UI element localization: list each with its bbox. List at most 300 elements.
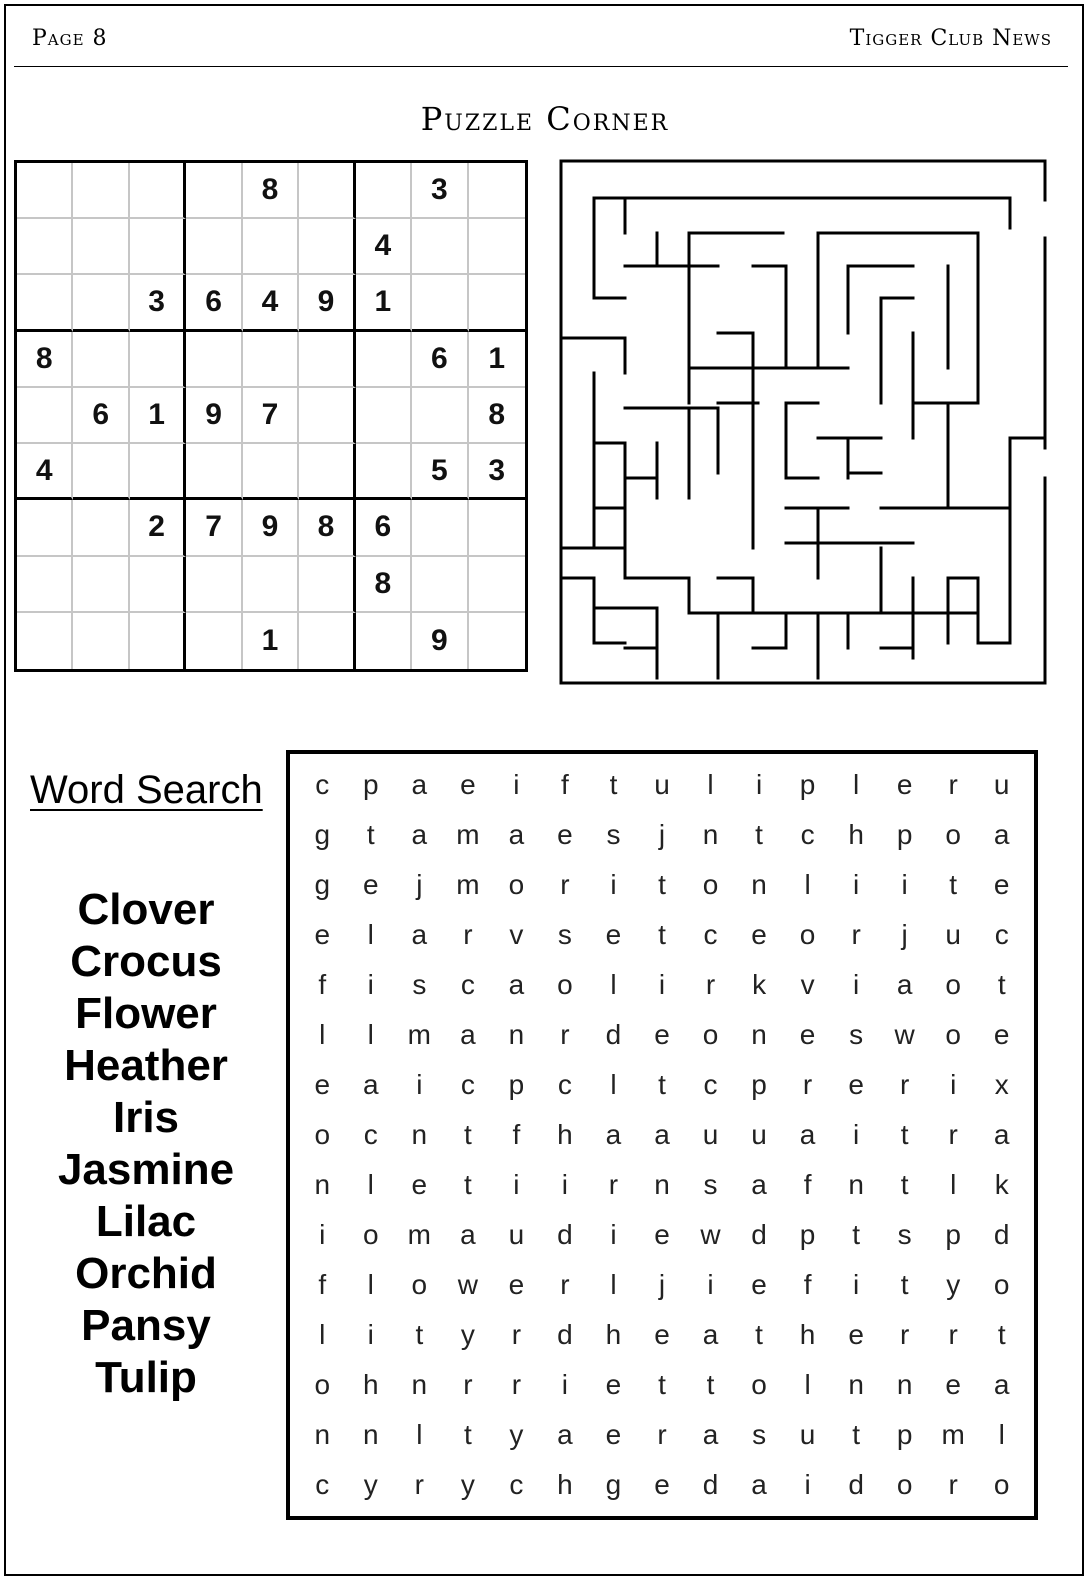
- word-search-letter: c: [800, 819, 815, 850]
- sudoku-cell: [412, 557, 468, 613]
- word-search-letter: l: [319, 1319, 326, 1350]
- page-number: Page 8: [32, 26, 108, 51]
- word-search-letter: u: [993, 769, 1010, 800]
- word-search-letter: o: [799, 919, 816, 950]
- word-search-letter: c: [557, 1069, 572, 1100]
- word-search-letter: a: [751, 1169, 767, 1200]
- word-search-letter: o: [508, 869, 525, 900]
- sudoku-cell: [130, 163, 186, 219]
- word-search-letter: a: [411, 919, 428, 950]
- sudoku-cell: 9: [299, 275, 355, 331]
- word-search-letter: i: [513, 769, 520, 800]
- word-search-letter: t: [658, 1369, 666, 1400]
- word-search-letter: l: [610, 969, 617, 1000]
- word-search-letter: l: [707, 769, 714, 800]
- word-search-letter: a: [557, 1419, 573, 1450]
- word-search-letter: i: [610, 869, 617, 900]
- word-search-letter: t: [658, 869, 666, 900]
- sudoku-cell: [469, 500, 525, 556]
- word-search-grid: [286, 750, 1038, 1520]
- word-search-letter: o: [314, 1369, 331, 1400]
- word-search-letter: i: [755, 769, 763, 800]
- sudoku-cell: 8: [17, 332, 73, 388]
- word-search-letter: p: [751, 1069, 767, 1100]
- word-search-letter: d: [751, 1219, 767, 1250]
- word-search-letter: i: [707, 1269, 714, 1300]
- word-search-letter: v: [509, 919, 524, 950]
- word-search-letter: a: [363, 1069, 379, 1100]
- word-search-letter: p: [799, 1219, 816, 1250]
- word-search-letter: u: [751, 1119, 767, 1150]
- word-search-letter: l: [319, 1019, 326, 1050]
- sudoku-cell: 8: [469, 388, 525, 444]
- word-search-letter: n: [751, 869, 767, 900]
- word-search-letter: e: [605, 1419, 622, 1450]
- word-list-item: Lilac: [95, 1197, 197, 1246]
- word-search-letter: e: [993, 1019, 1010, 1050]
- word-search-letter: d: [993, 1219, 1010, 1250]
- word-search-letter: c: [703, 919, 718, 950]
- word-search-letter: n: [848, 1369, 864, 1400]
- word-search-letter: f: [561, 769, 569, 800]
- word-list-item: Flower: [75, 989, 217, 1038]
- word-search-letter: t: [658, 919, 666, 950]
- sudoku-cell: [356, 613, 412, 669]
- word-search-letter: r: [511, 1369, 522, 1400]
- word-search-letter: a: [411, 819, 428, 850]
- word-search-letter: e: [945, 1369, 961, 1400]
- word-search-letter: r: [948, 1469, 958, 1500]
- word-search-letter: j: [416, 869, 423, 900]
- word-search-letter: t: [997, 969, 1006, 1000]
- word-search-letter: l: [367, 1019, 374, 1050]
- word-search-letter: y: [509, 1419, 524, 1450]
- sudoku-cell: [356, 444, 412, 500]
- word-search-letter: s: [606, 819, 621, 850]
- word-search-letter: s: [703, 1169, 718, 1200]
- word-search-letter: c: [315, 1469, 330, 1500]
- sudoku-cell: 7: [243, 388, 299, 444]
- word-search-letter: i: [561, 1369, 569, 1400]
- word-search-letter: i: [367, 969, 374, 1000]
- sudoku-cell: [186, 332, 242, 388]
- word-search-letter: l: [367, 1269, 374, 1300]
- word-search-letter: n: [363, 1419, 379, 1450]
- word-search-letter: a: [702, 1419, 719, 1450]
- word-search-letter: c: [363, 1119, 378, 1150]
- word-search-letter: i: [853, 1269, 860, 1300]
- word-search-letter: l: [804, 869, 811, 900]
- sudoku-cell: [243, 557, 299, 613]
- sudoku-cell: [17, 557, 73, 613]
- sudoku-cell: [73, 557, 129, 613]
- word-search-letter: r: [560, 1019, 570, 1050]
- word-search-letter: e: [557, 819, 573, 850]
- sudoku-cell: 1: [356, 275, 412, 331]
- sudoku-cell: [469, 557, 525, 613]
- sudoku-cell: [469, 219, 525, 275]
- word-search-letter: l: [610, 1069, 617, 1100]
- word-search-letter: e: [460, 769, 476, 800]
- word-search-letter: e: [314, 919, 331, 950]
- word-search-letter: j: [658, 1269, 666, 1300]
- sudoku-cell: [17, 163, 73, 219]
- sudoku-cell: 4: [243, 275, 299, 331]
- sudoku-cell: [299, 388, 355, 444]
- sudoku-grid: [14, 160, 528, 672]
- word-search-letter: o: [945, 1019, 961, 1050]
- word-search-letter: e: [654, 1019, 670, 1050]
- word-search-letter: k: [994, 1169, 1009, 1200]
- word-search-letter: t: [755, 1319, 763, 1350]
- word-search-letter: a: [993, 1119, 1010, 1150]
- sudoku-cell: [73, 163, 129, 219]
- word-search-letter: i: [416, 1069, 423, 1100]
- sudoku-cell: 3: [130, 275, 186, 331]
- word-search-letter: r: [802, 1069, 813, 1100]
- word-search-letter: a: [896, 969, 913, 1000]
- word-search-letter: n: [411, 1369, 428, 1400]
- word-search-letter: i: [319, 1219, 326, 1250]
- sudoku-cell: 3: [412, 163, 468, 219]
- section-title: Puzzle Corner: [420, 100, 670, 138]
- word-search-letter: e: [848, 1069, 864, 1100]
- word-search-letter: i: [853, 969, 860, 1000]
- sudoku-cell: [243, 332, 299, 388]
- word-search-letter: y: [460, 1469, 475, 1500]
- word-search-letter: d: [605, 1019, 622, 1050]
- word-search-letter: d: [557, 1319, 573, 1350]
- sudoku-cell: [186, 557, 242, 613]
- word-search-letter: r: [851, 919, 861, 950]
- word-search-letter: t: [852, 1219, 861, 1250]
- word-search-letter: a: [460, 1219, 476, 1250]
- word-search-letter: h: [799, 1319, 816, 1350]
- word-search-letter: s: [849, 1019, 864, 1050]
- word-search-letter: a: [654, 1119, 670, 1150]
- word-list-item: Pansy: [81, 1301, 211, 1350]
- word-search-letter: r: [608, 1169, 619, 1200]
- word-search-letter: y: [946, 1269, 961, 1300]
- word-search-letter: i: [367, 1319, 374, 1350]
- word-search-letter: n: [848, 1169, 864, 1200]
- sudoku-cell: [243, 444, 299, 500]
- word-search-letter: e: [605, 1369, 622, 1400]
- sudoku-cell: 7: [186, 500, 242, 556]
- word-search-letter: e: [654, 1319, 670, 1350]
- word-search-letter: o: [993, 1469, 1010, 1500]
- word-search-letter: p: [945, 1219, 961, 1250]
- word-search-letter: f: [803, 1169, 812, 1200]
- word-search-letter: h: [848, 819, 864, 850]
- word-search-letter: i: [901, 869, 908, 900]
- word-search-letter: i: [658, 969, 666, 1000]
- sudoku-cell: [17, 500, 73, 556]
- sudoku-cell: 6: [412, 332, 468, 388]
- word-search-letter: m: [407, 1219, 431, 1250]
- word-search-letter: f: [318, 969, 327, 1000]
- word-search-letter: t: [900, 1119, 909, 1150]
- sudoku-cell: 6: [356, 500, 412, 556]
- word-search-letter: t: [997, 1319, 1006, 1350]
- word-search-letter: l: [367, 919, 374, 950]
- word-search-letter: r: [657, 1419, 667, 1450]
- word-search-letter: o: [993, 1269, 1010, 1300]
- word-search-letter: m: [941, 1419, 965, 1450]
- sudoku-cell: [130, 332, 186, 388]
- word-search-letter: a: [993, 1369, 1010, 1400]
- sudoku-cell: 2: [130, 500, 186, 556]
- sudoku-cell: 3: [469, 444, 525, 500]
- word-search-letter: i: [950, 1069, 957, 1100]
- word-search-letter: u: [654, 769, 670, 800]
- word-search-letter: u: [702, 1119, 719, 1150]
- sudoku-cell: [299, 332, 355, 388]
- word-search-letter: e: [848, 1319, 864, 1350]
- sudoku-cell: [130, 219, 186, 275]
- sudoku-cell: [356, 388, 412, 444]
- word-search-letter: n: [314, 1169, 331, 1200]
- sudoku-cell: [17, 275, 73, 331]
- word-search-letter: a: [508, 969, 525, 1000]
- word-search-letter: a: [508, 819, 525, 850]
- sudoku-cell: [299, 219, 355, 275]
- newsletter-title: Tigger Club News: [849, 26, 1052, 51]
- sudoku-cell: 6: [186, 275, 242, 331]
- sudoku-cell: [469, 275, 525, 331]
- word-search-letter: a: [460, 1019, 476, 1050]
- word-search-letter: r: [414, 1469, 424, 1500]
- word-search-letter: o: [751, 1369, 767, 1400]
- word-search-letter: p: [363, 769, 379, 800]
- word-list-item: Jasmine: [57, 1145, 235, 1194]
- word-search-letter: c: [315, 769, 330, 800]
- word-search-letter: t: [706, 1369, 715, 1400]
- word-list-item: Orchid: [75, 1249, 217, 1298]
- word-search-letter: l: [367, 1169, 374, 1200]
- sudoku-cell: 1: [469, 332, 525, 388]
- word-search-letter: d: [557, 1219, 573, 1250]
- sudoku-cell: [17, 388, 73, 444]
- word-search-letter: l: [804, 1369, 811, 1400]
- word-search-letter: g: [605, 1469, 622, 1500]
- header-divider: [14, 66, 1068, 67]
- word-search-letter: i: [513, 1169, 520, 1200]
- word-search-letter: i: [561, 1169, 569, 1200]
- word-search-letter: n: [896, 1369, 913, 1400]
- word-list-item: Iris: [112, 1093, 180, 1142]
- word-search-letter: h: [557, 1469, 573, 1500]
- word-search-letter: e: [654, 1469, 670, 1500]
- sudoku-cell: [186, 163, 242, 219]
- word-search-letter: r: [463, 1369, 473, 1400]
- word-search-letter: s: [412, 969, 427, 1000]
- word-search-letter: t: [900, 1169, 909, 1200]
- word-search-letter: e: [751, 919, 767, 950]
- word-search-letter: t: [852, 1419, 861, 1450]
- word-search-letter: a: [605, 1119, 622, 1150]
- word-search-letter: t: [463, 1119, 472, 1150]
- sudoku-cell: [299, 444, 355, 500]
- word-search-letter: e: [896, 769, 913, 800]
- word-search-letter: p: [508, 1069, 525, 1100]
- word-search-letter: r: [948, 1319, 958, 1350]
- word-list-item: Heather: [64, 1041, 228, 1090]
- word-search-letter: o: [702, 1019, 719, 1050]
- sudoku-cell: [186, 219, 242, 275]
- word-list: [26, 884, 266, 1404]
- word-search-letter: x: [994, 1069, 1009, 1100]
- word-search-letter: a: [799, 1119, 816, 1150]
- word-search-letter: l: [853, 769, 860, 800]
- word-search-letter: l: [950, 1169, 957, 1200]
- word-search-letter: e: [751, 1269, 767, 1300]
- word-search-letter: r: [560, 869, 570, 900]
- word-search-letter: t: [366, 819, 375, 850]
- sudoku-cell: 6: [73, 388, 129, 444]
- word-search-letter: n: [751, 1019, 767, 1050]
- word-search-letter: l: [610, 1269, 617, 1300]
- word-list-item: Clover: [77, 885, 215, 934]
- word-search-letter: c: [460, 1069, 475, 1100]
- sudoku-cell: [186, 444, 242, 500]
- word-search-letter: v: [800, 969, 815, 1000]
- word-search-letter: r: [463, 919, 473, 950]
- word-search-letter: s: [752, 1419, 767, 1450]
- sudoku-cell: 8: [356, 557, 412, 613]
- word-search-letter: e: [508, 1269, 525, 1300]
- sudoku-cell: [73, 500, 129, 556]
- word-search-letter: l: [416, 1419, 423, 1450]
- word-search-letter: e: [799, 1019, 816, 1050]
- word-search-letter: o: [945, 969, 961, 1000]
- word-search-letter: o: [363, 1219, 379, 1250]
- word-search-heading: Word Search: [30, 768, 263, 812]
- word-search-letter: g: [314, 819, 331, 850]
- word-search-letter: p: [799, 769, 816, 800]
- word-search-letter: t: [463, 1419, 472, 1450]
- word-search-letter: a: [993, 819, 1010, 850]
- word-search-letter: c: [460, 969, 475, 1000]
- word-search-letter: r: [560, 1269, 570, 1300]
- word-search-letter: e: [363, 869, 379, 900]
- sudoku-cell: [73, 219, 129, 275]
- word-search-letter: t: [900, 1269, 909, 1300]
- sudoku-cell: [243, 219, 299, 275]
- sudoku-cell: [412, 388, 468, 444]
- word-search-letter: r: [948, 1119, 958, 1150]
- word-search-letter: u: [945, 919, 961, 950]
- word-search-letter: e: [993, 869, 1010, 900]
- word-search-letter: o: [945, 819, 961, 850]
- word-search-letter: c: [703, 1069, 718, 1100]
- sudoku-cell: [356, 163, 412, 219]
- word-search-letter: n: [654, 1169, 670, 1200]
- sudoku-cell: [356, 332, 412, 388]
- sudoku-cell: [469, 613, 525, 669]
- word-search-letter: e: [411, 1169, 428, 1200]
- word-search-letter: d: [702, 1469, 719, 1500]
- word-search-letter: u: [799, 1419, 816, 1450]
- word-search-letter: i: [853, 869, 860, 900]
- word-search-letter: j: [658, 819, 666, 850]
- word-search-letter: a: [751, 1469, 767, 1500]
- sudoku-cell: [73, 332, 129, 388]
- sudoku-cell: [412, 219, 468, 275]
- word-search-letter: e: [605, 919, 622, 950]
- word-search-letter: i: [853, 1119, 860, 1150]
- sudoku-cell: 5: [412, 444, 468, 500]
- word-list-item: Tulip: [95, 1353, 197, 1402]
- word-search-letter: a: [411, 769, 428, 800]
- word-search-letter: w: [894, 1019, 915, 1050]
- word-search-letter: y: [460, 1319, 475, 1350]
- word-search-letter: p: [896, 1419, 913, 1450]
- word-search-letter: f: [512, 1119, 521, 1150]
- word-list-item: Crocus: [70, 937, 222, 986]
- word-search-letter: t: [609, 769, 618, 800]
- sudoku-cell: [73, 444, 129, 500]
- word-search-letter: e: [314, 1069, 331, 1100]
- sudoku-cell: 8: [299, 500, 355, 556]
- sudoku-cell: 8: [243, 163, 299, 219]
- sudoku-cell: [130, 444, 186, 500]
- word-search-letter: r: [899, 1069, 910, 1100]
- word-search-letter: h: [557, 1119, 573, 1150]
- word-search-letter: t: [949, 869, 958, 900]
- maze-puzzle: [558, 158, 1052, 690]
- word-search-letter: o: [314, 1119, 331, 1150]
- word-search-letter: a: [702, 1319, 719, 1350]
- word-search-letter: o: [702, 869, 719, 900]
- sudoku-cell: [17, 219, 73, 275]
- word-search-letter: f: [318, 1269, 327, 1300]
- sudoku-cell: [17, 613, 73, 669]
- sudoku-cell: 4: [356, 219, 412, 275]
- sudoku-cell: [73, 275, 129, 331]
- word-search-letter: n: [702, 819, 719, 850]
- word-search-letter: s: [897, 1219, 912, 1250]
- word-search-letter: r: [899, 1319, 910, 1350]
- word-search-letter: y: [363, 1469, 378, 1500]
- word-search-letter: w: [700, 1219, 721, 1250]
- sudoku-cell: 1: [243, 613, 299, 669]
- word-search-letter: m: [407, 1019, 431, 1050]
- word-search-letter: l: [998, 1419, 1005, 1450]
- word-search-letter: o: [557, 969, 573, 1000]
- word-search-letter: w: [457, 1269, 478, 1300]
- sudoku-cell: [412, 500, 468, 556]
- word-search-letter: r: [948, 769, 958, 800]
- word-search-letter: i: [610, 1219, 617, 1250]
- sudoku-cell: [299, 613, 355, 669]
- word-search-letter: d: [848, 1469, 864, 1500]
- word-search-letter: j: [901, 919, 908, 950]
- word-search-letter: e: [654, 1219, 670, 1250]
- word-search-letter: p: [896, 819, 913, 850]
- word-search-letter: s: [557, 919, 572, 950]
- word-search-letter: g: [314, 869, 331, 900]
- sudoku-cell: 9: [186, 388, 242, 444]
- word-search-letter: i: [804, 1469, 811, 1500]
- sudoku-cell: [469, 163, 525, 219]
- word-search-letter: n: [411, 1119, 428, 1150]
- word-search-letter: f: [803, 1269, 812, 1300]
- word-search-letter: t: [658, 1069, 666, 1100]
- word-search-letter: m: [456, 869, 480, 900]
- sudoku-cell: [130, 557, 186, 613]
- word-search-letter: r: [511, 1319, 522, 1350]
